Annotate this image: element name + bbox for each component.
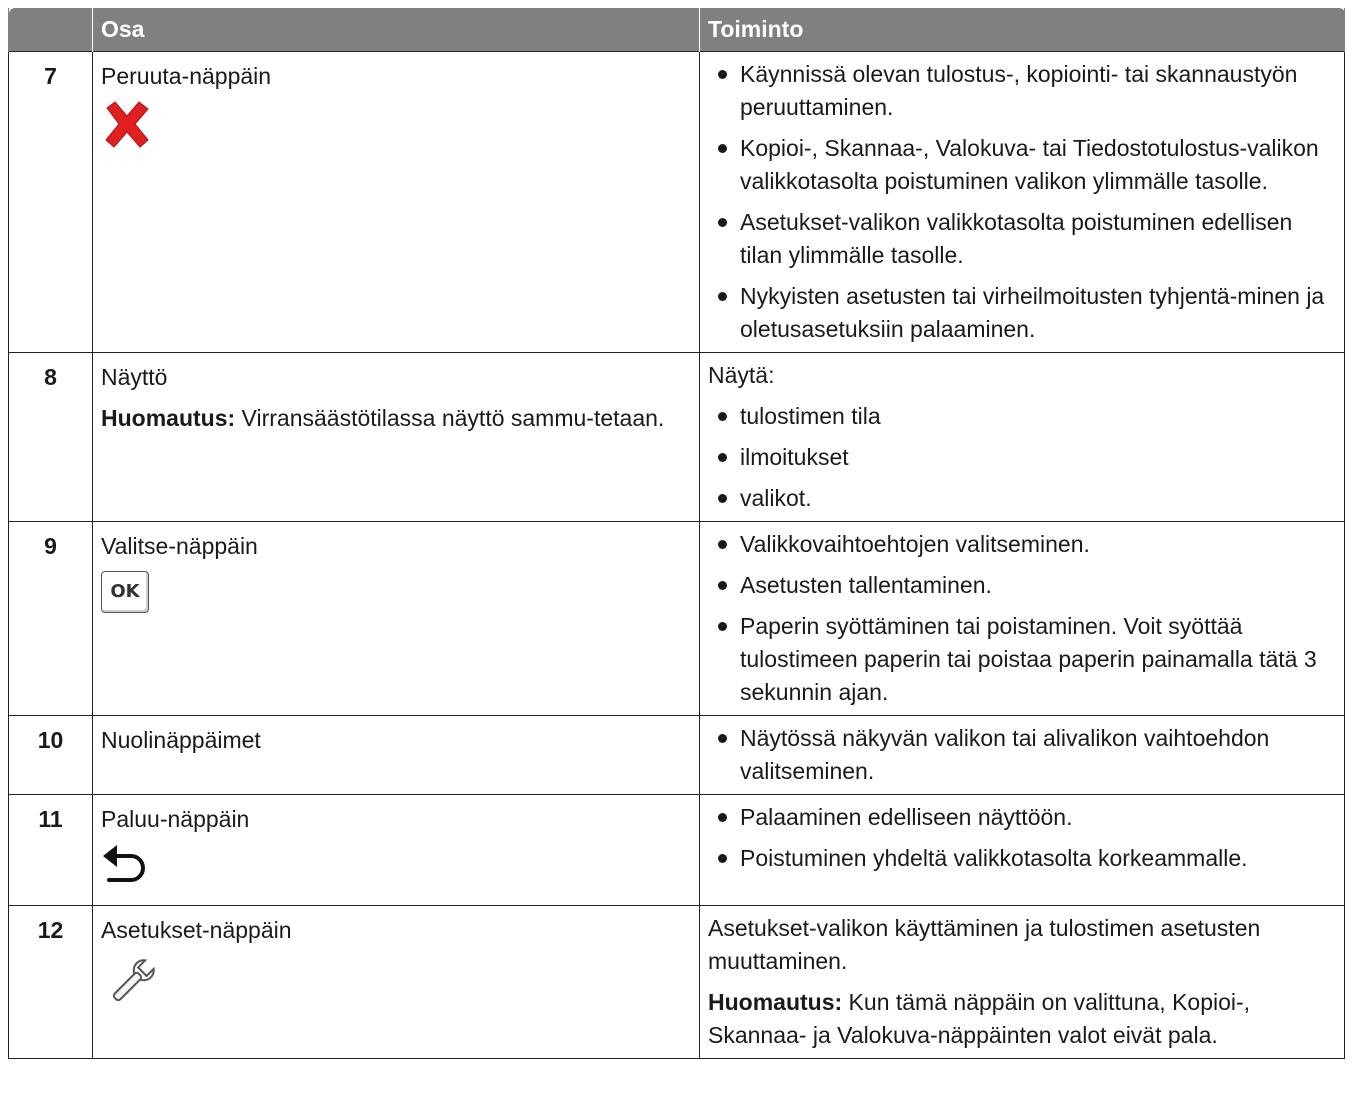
list-item: tulostimen tila [708,400,1336,433]
note-label: Huomautus: [101,405,236,431]
header-function: Toiminto [700,8,1345,52]
table-row [9,795,1345,906]
part-cell [93,795,700,906]
back-arrow-icon [101,842,691,899]
ok-button-icon: OK [101,571,149,613]
part-label: Paluu-näppäin [101,806,250,832]
function-cell [700,353,1345,522]
part-cell [93,522,700,716]
row-number: 11 [9,795,93,906]
list-item: ilmoitukset [708,441,1336,474]
part-label: Näyttö [101,364,168,390]
header-number [9,8,93,52]
function-cell [700,716,1345,795]
note-text: Kun tämä näppäin on valittuna, Kopioi-, Skannaa- ja Valokuva-näppäinten valot eivät pala. [708,989,1251,1048]
list-item: Näytössä näkyvän valikon tai alivalikon vaihtoehdon valitseminen. [708,722,1336,788]
wrench-icon [101,953,691,1022]
function-cell [700,906,1345,1059]
list-item: valikot. [708,482,1336,515]
part-label: Asetukset-näppäin [101,917,292,943]
row-number: 12 [9,906,93,1059]
function-text: Asetukset-valikon käyttäminen ja tulostimen asetusten muuttaminen. [708,915,1261,974]
part-label: Valitse-näppäin [101,533,258,559]
row-number: 10 [9,716,93,795]
function-cell [700,522,1345,716]
header-part: Osa [93,8,700,52]
list-item: Poistuminen yhdeltä valikkotasolta korkeammalle. [708,842,1336,875]
note [101,402,691,435]
part-label: Nuolinäppäimet [101,727,261,753]
row-number: 8 [9,353,93,522]
list-item: Valikkovaihtoehtojen valitseminen. [708,528,1336,561]
part-cell [93,906,700,1059]
table-row [9,522,1345,716]
control-panel-table [8,8,1345,1059]
part-cell [93,353,700,522]
list-item: Asetusten tallentaminen. [708,569,1336,602]
table-row [9,716,1345,795]
function-intro: Näytä: [708,362,775,388]
part-label: Peruuta-näppäin [101,63,272,89]
list-item: Kopioi-, Skannaa-, Valokuva- tai Tiedostotulostus-valikon valikkotasolta poistuminen valikon ylimmälle tasolle. [708,132,1336,198]
list-item: Palaaminen edelliseen näyttöön. [708,801,1336,834]
table-row [9,353,1345,522]
note-label: Huomautus: [708,989,843,1015]
list-item: Paperin syöttäminen tai poistaminen. Voit syöttää tulostimeen paperin tai poistaa paperin painamalla tätä 3 sekunnin ajan. [708,610,1336,709]
list-item: Käynnissä olevan tulostus-, kopiointi- tai skannaustyön peruuttaminen. [708,58,1336,124]
row-number: 7 [9,52,93,353]
note [708,986,1336,1052]
function-cell [700,52,1345,353]
cancel-x-icon [101,99,691,160]
list-item: Nykyisten asetusten tai virheilmoitusten tyhjentä-minen ja oletusasetuksiin palaaminen. [708,280,1336,346]
part-cell [93,52,700,353]
part-cell [93,716,700,795]
list-item: Asetukset-valikon valikkotasolta poistuminen edellisen tilan ylimmälle tasolle. [708,206,1336,272]
row-number: 9 [9,522,93,716]
function-cell [700,795,1345,906]
table-header-row [9,8,1345,52]
note-text: Virransäästötilassa näyttö sammu-tetaan. [235,405,665,431]
table-row [9,52,1345,353]
table-row [9,906,1345,1059]
